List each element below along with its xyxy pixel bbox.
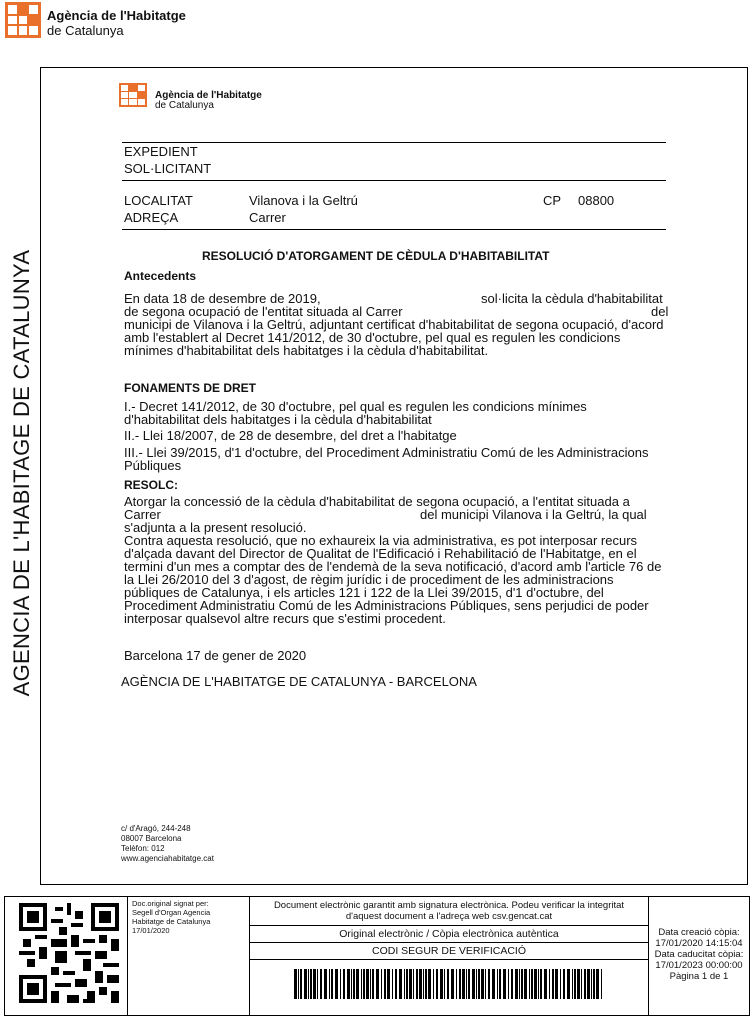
resolc-line: Contra aquesta resolució, que no exhaureix la via administrativa, es pot interposar recurs	[124, 533, 638, 548]
localitat-label: LOCALITAT	[124, 193, 193, 208]
csv-label: CODI SEGUR DE VERIFICACIÓ	[371, 945, 527, 957]
created-value: 17/01/2020 14:15:04	[655, 938, 743, 949]
signed-by-line: Segell d'Organ Agencia	[132, 908, 211, 917]
copy-dates-cell	[648, 896, 750, 1016]
fonaments-heading: FONAMENTS DE DRET	[124, 381, 256, 395]
verification-cell	[249, 896, 649, 1016]
signature-entity: AGÈNCIA DE L'HABITATGE DE CATALUNYA - BARCELONA	[121, 674, 477, 689]
resolc-line: d'alçada davant del Director de Qualitat de l'Edificació i Rehabilitació de l'Habitatge, en el	[124, 546, 637, 561]
copy-type: Original electrònic / Còpia electrònica autèntica	[339, 928, 559, 940]
expedient-label: EXPEDIENT	[124, 144, 198, 159]
created-label: Data creació còpia:	[658, 927, 740, 938]
antecedents-line: sol·licita la cèdula d'habitabilitat	[481, 291, 663, 306]
antecedents-line: del	[651, 304, 669, 319]
inner-logo-name: Agència de l'Habitatge	[155, 90, 262, 101]
fonaments-item: III.- Llei 39/2015, d'1 d'octubre, del Procediment Administratiu Comú de les Administracions	[124, 445, 649, 460]
barcode-icon	[294, 969, 606, 999]
address-line: Telèfon: 012	[121, 844, 165, 853]
divider	[122, 180, 666, 181]
document-frame	[40, 67, 748, 885]
resolc-line: Procediment Administratiu Comú de les Administracions Públiques, sens perjudici de poder	[124, 598, 649, 613]
resolc-line: s'adjunta a la present resolució.	[124, 520, 307, 535]
resolc-line: termini d'un mes a comptar des de l'endemà de la seva notificació, d'acord amb l'article 76 de	[124, 559, 662, 574]
resolc-line: interposar qualsevol altre recurs que s'estimi procedent.	[124, 611, 446, 626]
top-logo-name: Agència de l'Habitatge	[47, 8, 186, 23]
adreca-label: ADREÇA	[124, 210, 179, 225]
side-vertical-text: AGENCIA DE L'HABITAGE DE CATALUNYA	[9, 249, 34, 697]
cp-label: CP	[543, 193, 562, 208]
place-date: Barcelona 17 de gener de 2020	[124, 648, 307, 663]
resolc-line: Carrer	[124, 507, 161, 522]
signed-by-line: Habitatge de Catalunya	[132, 917, 211, 926]
fonaments-item: II.- Llei 18/2007, de 28 de desembre, del dret a l'habitatge	[124, 428, 457, 443]
cp-value: 08800	[578, 193, 615, 208]
antecedents-line: de segona ocupació de l'entitat situada al Carrer	[124, 304, 403, 319]
antecedents-line: municipi de Vilanova i la Geltrú, adjuntant certificat d'habitabilitat de segona ocupació, d'acord	[124, 317, 664, 332]
signed-by-line: Doc.original signat per:	[132, 899, 209, 908]
expiry-label: Data caducitat còpia:	[654, 949, 744, 960]
sollicitant-label: SOL·LICITANT	[124, 161, 212, 176]
divider	[122, 142, 666, 143]
signed-by-line: 17/01/2020	[132, 926, 170, 935]
top-logo-icon	[5, 2, 41, 38]
antecedents-line: amb l'establert al Decret 141/2012, de 30 d'octubre, pel qual es regulen les condicions	[124, 330, 621, 345]
adreca-value: Carrer	[249, 210, 286, 225]
resolc-line: la Llei 26/2010 del 3 d'agost, de règim jurídic i de procediment de les administracions	[124, 572, 614, 587]
antecedents-heading: Antecedents	[124, 269, 197, 283]
resolc-line: públiques de Catalunya, i els articles 121 i 122 de la Llei 39/2015, d'1 d'octubre, del	[124, 585, 604, 600]
inner-logo-subname: de Catalunya	[155, 100, 214, 111]
qr-code-icon	[19, 903, 119, 1003]
top-logo-subname: de Catalunya	[47, 23, 124, 38]
antecedents-line: mínimes d'habitabilitat dels habitatges i la cèdula d'habitabilitat.	[124, 343, 489, 358]
address-line: 08007 Barcelona	[121, 834, 182, 843]
address-line: www.agenciahabitatge.cat	[121, 854, 214, 863]
inner-logo-icon	[119, 83, 147, 107]
resolc-heading: RESOLC:	[124, 478, 178, 492]
signed-by-cell	[127, 896, 250, 1016]
electronic-notice	[250, 900, 648, 922]
address-line: c/ d'Aragó, 244-248	[121, 824, 191, 833]
resolc-line: del municipi Vilanova i la Geltrú, la qual	[420, 507, 647, 522]
fonaments-item: d'habitabilitat dels habitatges i la cèdula d'habitabilitat	[124, 412, 432, 427]
resolc-line: Atorgar la concessió de la cèdula d'habitabilitat de segona ocupació, a l'entitat situada a	[124, 494, 630, 509]
fonaments-item: Públiques	[124, 458, 182, 473]
expiry-value: 17/01/2023 00:00:00	[655, 960, 743, 971]
fonaments-item: I.- Decret 141/2012, de 30 d'octubre, pel qual es regulen les condicions mínimes	[124, 399, 587, 414]
address-block	[121, 824, 214, 864]
antecedents-line: En data 18 de desembre de 2019,	[124, 291, 321, 306]
localitat-value: Vilanova i la Geltrú	[249, 193, 358, 208]
divider	[122, 229, 666, 230]
footer	[4, 896, 750, 1016]
electronic-notice-line: d'aquest document a l'adreça web csv.gencat.cat	[345, 911, 553, 922]
electronic-notice-line: Document electrònic garantit amb signatura electrònica. Podeu verificar la integritat	[273, 900, 625, 911]
document-title: RESOLUCIÓ D'ATORGAMENT DE CÈDULA D'HABITABILITAT	[202, 249, 550, 263]
page-number: Pàgina 1 de 1	[669, 971, 729, 982]
qr-cell	[4, 896, 128, 1016]
